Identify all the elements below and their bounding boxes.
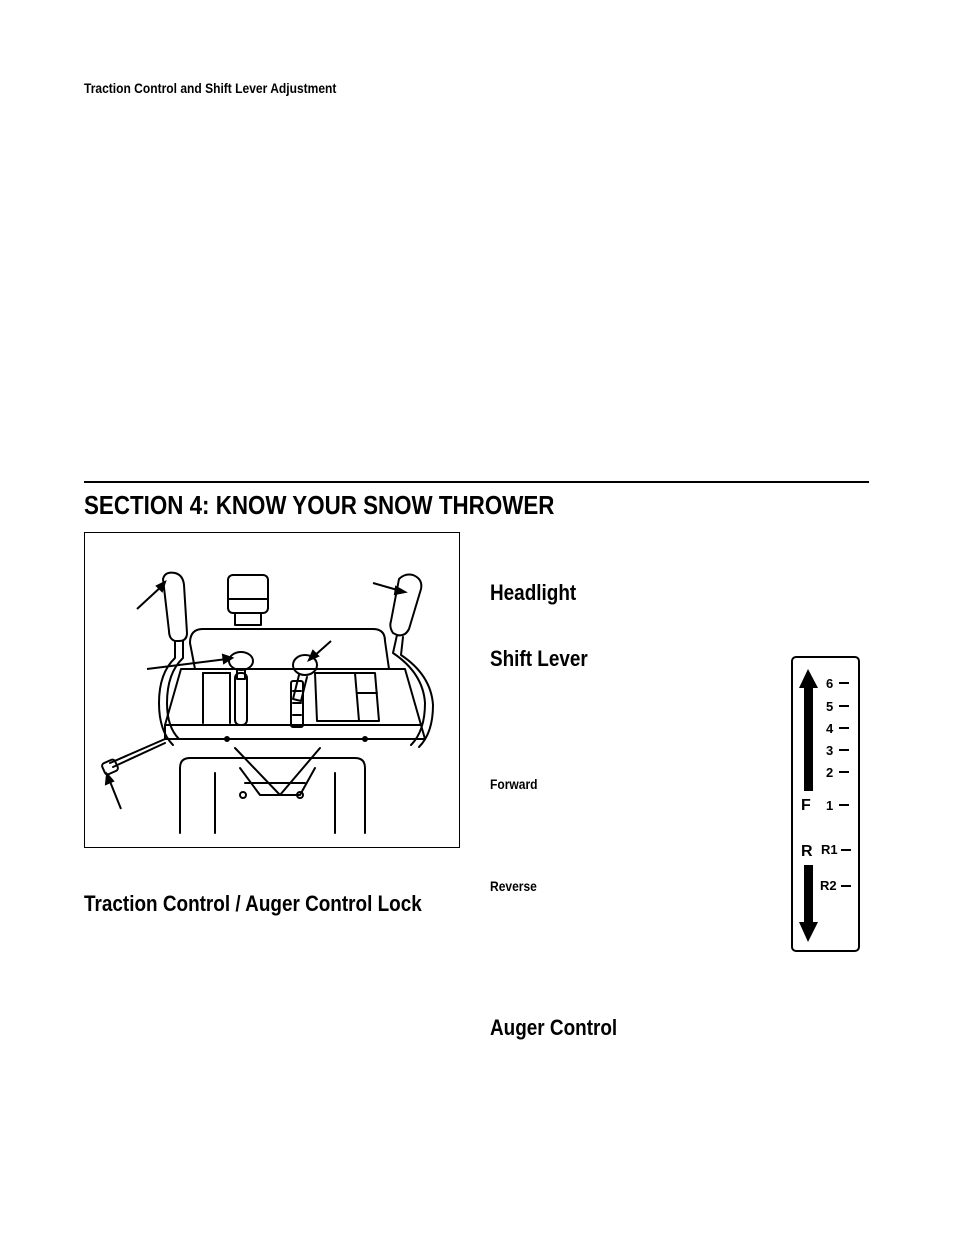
forward-arrow-icon <box>799 669 818 791</box>
forward-letter: F <box>801 797 811 814</box>
gear-label-r1: R1 <box>821 842 838 857</box>
gear-label-3: 3 <box>826 743 834 758</box>
speed-selector-indicator <box>791 656 860 952</box>
speed-selector-graphic <box>793 658 862 954</box>
gear-label-5: 5 <box>826 699 834 714</box>
section-rule <box>84 481 869 483</box>
running-head: Traction Control and Shift Lever Adjustment <box>84 80 337 96</box>
reverse-label: Reverse <box>490 878 537 894</box>
gear-label-2: 2 <box>826 765 834 780</box>
control-panel-drawing <box>85 533 461 849</box>
traction-control-heading: Traction Control / Auger Control Lock <box>84 891 422 916</box>
headlight-heading: Headlight <box>490 580 577 605</box>
gear-label-1: 1 <box>826 798 834 813</box>
section-title: SECTION 4: KNOW YOUR SNOW THROWER <box>84 490 555 520</box>
gear-label-6: 6 <box>826 676 834 691</box>
auger-control-heading: Auger Control <box>490 1015 618 1040</box>
reverse-arrow-icon <box>799 865 818 942</box>
reverse-letter: R <box>801 843 813 860</box>
shift-lever-heading: Shift Lever <box>490 646 588 671</box>
gear-label-r2: R2 <box>820 878 837 893</box>
forward-label: Forward <box>490 776 538 792</box>
gear-label-4: 4 <box>826 721 834 736</box>
control-panel-illustration <box>84 532 460 848</box>
